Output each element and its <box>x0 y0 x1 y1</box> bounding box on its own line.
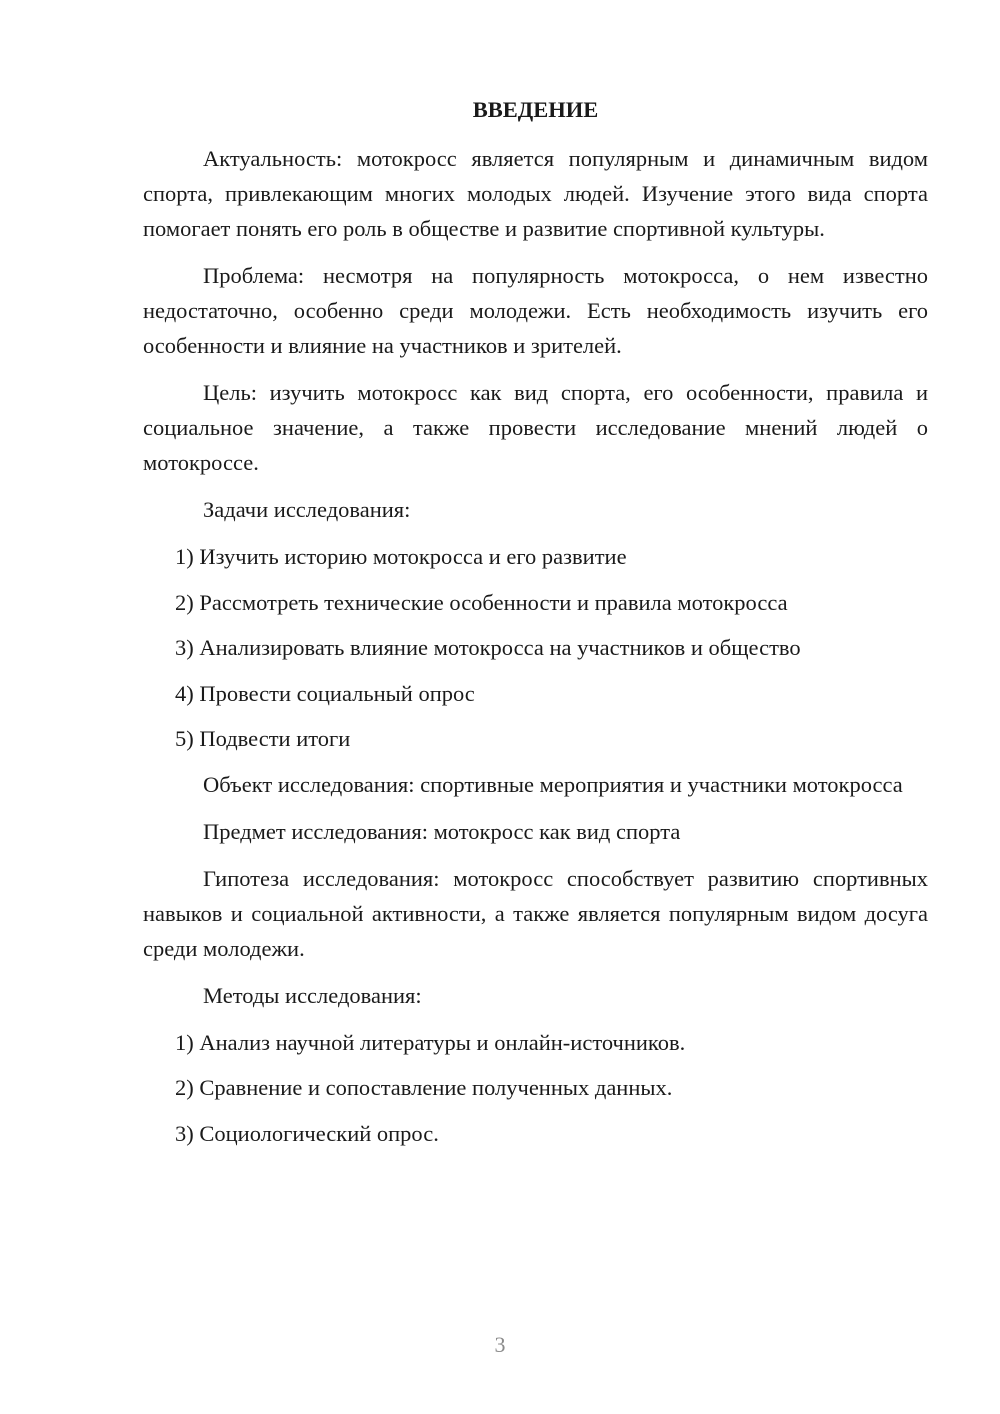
task-item: 3) Анализировать влияние мотокросса на участников и общество <box>175 635 801 660</box>
tasks-list <box>143 539 928 756</box>
goal-paragraph: Цель: изучить мотокросс как вид спорта, его особенности, правила и социальное значение, а также провести исследование мнений людей о мотокроссе. <box>143 380 928 475</box>
method-item: 1) Анализ научной литературы и онлайн-источников. <box>175 1029 686 1055</box>
methods-list <box>143 1025 928 1151</box>
problem-paragraph: Проблема: несмотря на популярность мотокросса, о нем известно недостаточно, особенно среди молодежи. Есть необходимость изучить его особенности и влияние на участников и зрителей. <box>143 263 928 358</box>
method-item: 3) Социологический опрос. <box>175 1120 439 1146</box>
object-paragraph: Объект исследования: спортивные мероприятия и участники мотокросса <box>203 771 903 797</box>
method-item: 2) Сравнение и сопоставление полученных данных. <box>175 1075 673 1100</box>
task-item: 1) Изучить историю мотокросса и его развитие <box>175 544 627 569</box>
page-title: ВВЕДЕНИЕ <box>472 97 599 122</box>
subject-paragraph: Предмет исследования: мотокросс как вид спорта <box>203 818 681 844</box>
document-page <box>143 92 928 1161</box>
hypothesis-paragraph: Гипотеза исследования: мотокросс способствует развитию спортивных навыков и социальной активности, а также является популярным видом досуга среди молодежи. <box>143 865 928 961</box>
relevance-paragraph: Актуальность: мотокросс является популярным и динамичным видом спорта, привлекающим многих молодых людей. Изучение этого вида спорта помогает понять его роль в обществе и развитие спортивной культуры. <box>143 146 928 241</box>
methods-heading: Методы исследования: <box>203 982 422 1008</box>
page-number: 3 <box>494 1332 506 1357</box>
task-item: 2) Рассмотреть технические особенности и правила мотокросса <box>175 589 788 615</box>
task-item: 5) Подвести итоги <box>175 726 351 751</box>
task-item: 4) Провести социальный опрос <box>175 680 475 706</box>
tasks-heading: Задачи исследования: <box>203 497 411 522</box>
